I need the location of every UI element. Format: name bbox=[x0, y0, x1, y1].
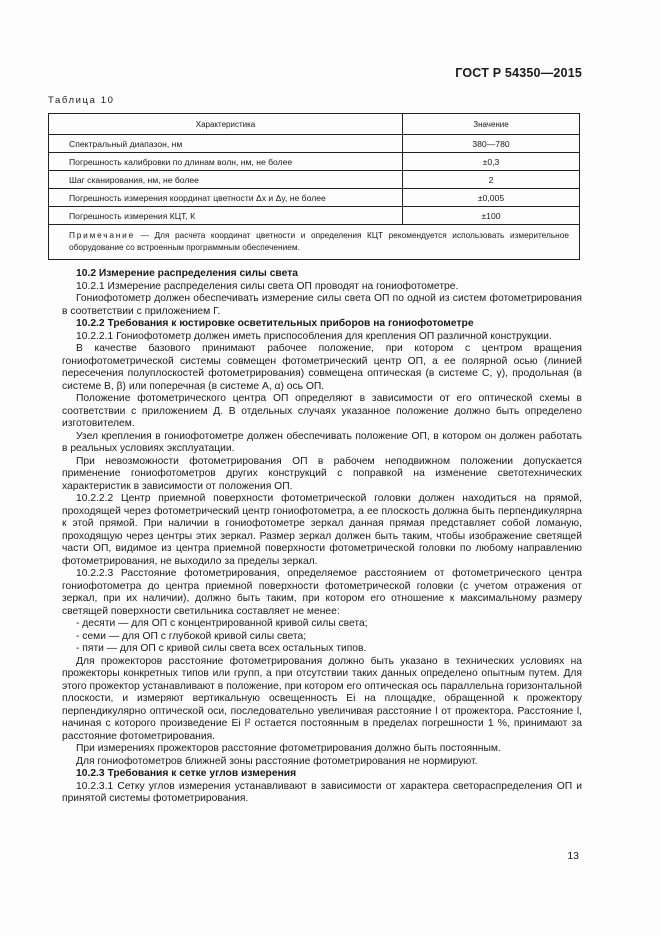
paragraph: При измерениях прожекторов расстояние фотометрирования должно быть постоянным. bbox=[76, 743, 501, 754]
table-cell-value: 380—780 bbox=[403, 135, 580, 153]
paragraph: При невозможности фотометрирования ОП в рабочем неподвижном положении допускается применение гониофотометров других конструкций с поправкой на изменение светотехнических характеристик в зависимости от положения ОП. bbox=[62, 455, 582, 492]
list-item: - десяти — для ОП с концентрированной кривой силы света; bbox=[76, 618, 368, 629]
note-label: Примечание bbox=[69, 230, 136, 240]
table-cell-characteristic: Погрешность калибровки по длинам волн, нм, не более bbox=[49, 153, 403, 171]
paragraph: Для прожекторов расстояние фотометрирования должно быть указано в технических условиях на прожекторы конкретных типов или групп, а при отсутствии таких данных определено опытным путем. Для этого прожектор устанавливают в положение, при котором его оптическая ось параллельна горизонтальной плоскости, и измеряют вертикальную освещенность Ei на площадке, обращенной к прожектору перпендикулярно оптической оси, последовательно увеличивая расстояние l от прожектора. Расстояние l, начиная с которого произведение Ei l² остается постоянным в пределах погрешности 1 %, принимают за расстояние фотометрирования. bbox=[62, 655, 582, 742]
table-caption: Таблица 10 bbox=[48, 95, 115, 106]
note-text: — Для расчета координат цветности и определения КЦТ рекомендуется использовать измерительное оборудование со встроенным программным обеспечением. bbox=[69, 230, 569, 252]
paragraph: 10.2.2.3 Расстояние фотометрирования, определяемое расстоянием от фотометрического центра гониофотометра до центра приемной поверхности фотометрической головки (с учетом отражения от зеркал, при их наличии), должно быть таким, при котором его отношение к максимальному размеру светящей поверхности светильника составляет не менее: bbox=[62, 568, 582, 617]
table-cell-value: ±0,005 bbox=[403, 189, 580, 207]
table-cell-characteristic: Погрешность измерения КЦТ, К bbox=[49, 207, 403, 225]
paragraph: В качестве базового принимают рабочее положение, при котором с центром вращения гониофотометрической системы совмещен фотометрический центр ОП, а ее полярной осью (линией пересечения полуплоскостей фотометрирования) совмещена оптическая (в системе C, γ), продольная (в системе B, β) или поперечная (в системе A, α) ось ОП. bbox=[62, 343, 582, 392]
column-header-characteristic: Характеристика bbox=[49, 114, 403, 135]
table-cell-characteristic: Погрешность измерения координат цветности Δx и Δy, не более bbox=[49, 189, 403, 207]
document-body bbox=[62, 268, 582, 806]
paragraph: Узел крепления в гониофотометре должен обеспечивать положение ОП, в котором он должен работать в реальных условиях эксплуатации. bbox=[62, 430, 582, 454]
table-row bbox=[49, 135, 580, 153]
paragraph: 10.2.2.2 Центр приемной поверхности фотометрической головки должен находиться на прямой, проходящей через фотометрический центр гониофотометра, а ее плоскость должна быть перпендикулярна к этой прямой. При наличии в гониофотометре зеркал данная прямая представляет собой ломаную, проходящую через центры этих зеркал. Размер зеркал должен быть таким, чтобы изображение светящей части ОП, видимое из центра приемной поверхности фотометрической головки по любому направлению фотометрирования, не выходило за пределы зеркал. bbox=[62, 493, 582, 567]
table-row bbox=[49, 171, 580, 189]
table-cell-characteristic: Спектральный диапазон, нм bbox=[49, 135, 403, 153]
paragraph: 10.2.2.1 Гониофотометр должен иметь приспособления для крепления ОП различной конструкции. bbox=[76, 330, 552, 342]
column-header-value: Значение bbox=[403, 114, 580, 135]
table-note bbox=[49, 225, 580, 260]
table-row bbox=[49, 207, 580, 225]
table-cell-value: ±0,3 bbox=[403, 153, 580, 171]
table-header-row bbox=[49, 114, 580, 135]
table-cell-value: ±100 bbox=[403, 207, 580, 225]
table-note-row bbox=[49, 225, 580, 260]
paragraph: Для гониофотометров ближней зоны расстояние фотометрирования не нормируют. bbox=[76, 755, 478, 767]
table-cell-characteristic: Шаг сканирования, нм, не более bbox=[49, 171, 403, 189]
list-item: - семи — для ОП с глубокой кривой силы света; bbox=[76, 630, 307, 642]
paragraph: 10.2.3.1 Сетку углов измерения устанавливают в зависимости от характера светораспределения ОП и принятой системы фотометрирования. bbox=[62, 780, 582, 804]
spec-table bbox=[48, 113, 580, 260]
page-number: 13 bbox=[567, 850, 579, 862]
paragraph: Положение фотометрического центра ОП определяют в зависимости от его оптической схемы в соответствии с приложением Д. В отдельных случаях указанное положение должно быть определено изготовителем. bbox=[62, 393, 582, 429]
section-heading: 10.2 Измерение распределения силы света bbox=[76, 268, 298, 279]
table-row bbox=[49, 189, 580, 207]
paragraph: Гониофотометр должен обеспечивать измерение силы света ОП по одной из систем фотометрирования в соответствии с приложением Г. bbox=[62, 293, 582, 317]
table-cell-value: 2 bbox=[403, 171, 580, 189]
section-heading: 10.2.3 Требования к сетке углов измерения bbox=[76, 768, 297, 779]
table-row bbox=[49, 153, 580, 171]
paragraph: 10.2.1 Измерение распределения силы света ОП проводят на гониофотометре. bbox=[76, 280, 459, 292]
list-item: - пяти — для ОП с кривой силы света всех остальных типов. bbox=[76, 643, 367, 654]
section-heading: 10.2.2 Требования к юстировке осветительных приборов на гониофотометре bbox=[76, 318, 474, 329]
standard-number: ГОСТ Р 54350—2015 bbox=[455, 66, 582, 80]
